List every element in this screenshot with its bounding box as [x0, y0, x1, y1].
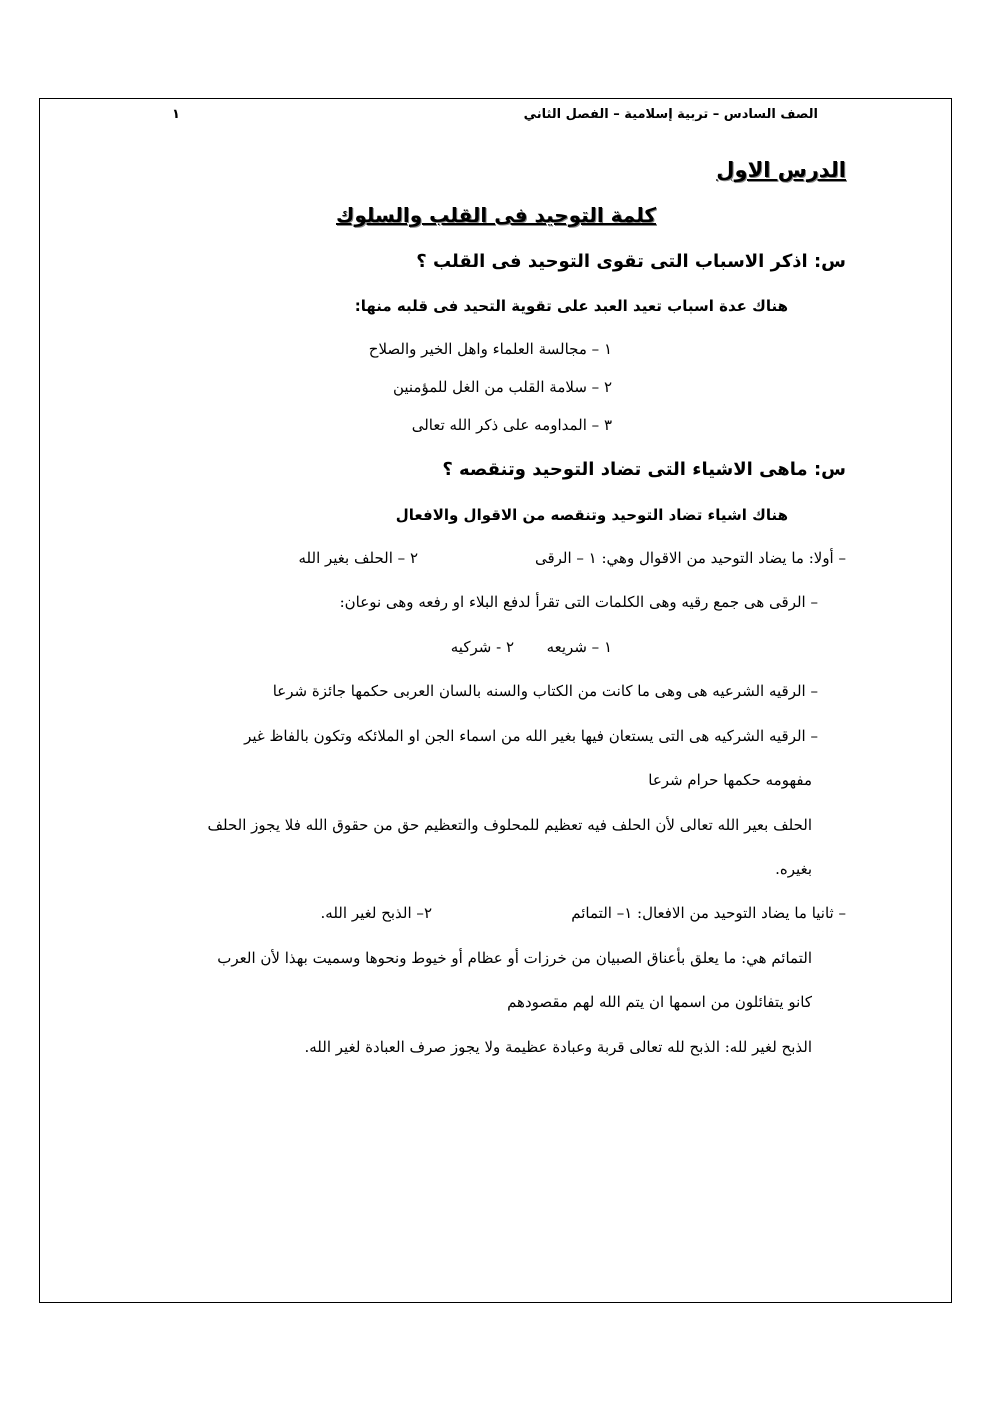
slaughter-line: الذبح لغير لله: الذبح لله تعالى قربة وعبادة عظيمة ولا يجوز صرف العبادة لغير الله.	[304, 1038, 812, 1056]
header-title: الصف السادس – تربية إسلامية – الفصل الثاني	[523, 107, 818, 122]
oath-line-1: الحلف بعير الله تعالى لأن الحلف فيه تعظيم للمحلوف والتعظيم حق من حقوق الله فلا يجوز الحلف	[207, 816, 812, 834]
page-number: ١	[172, 107, 180, 122]
first-type-oath: ٢ – الحلف بغير الله	[298, 549, 418, 567]
shirk-ruqa-line-2: مفهومه حكمها حرام شرعا	[648, 771, 812, 789]
ruqa-type-2: ٢ - شركيه	[450, 638, 514, 656]
answer-1-item-2: ٢ – سلامة القلب من الغل للمؤمنين	[392, 378, 612, 396]
sharia-ruqa: – الرقيه الشرعيه هى وهى ما كانت من الكتاب والسنه بالسان العربى حكمها جائزة شرعا	[272, 682, 818, 700]
answer-1-item-1: ١ – مجالسة العلماء واهل الخير والصلاح	[368, 340, 612, 358]
second-type-deeds: – ثانيا ما يضاد التوحيد من الافعال: ١– التمائم	[571, 904, 846, 922]
question-1: س: اذكر الاسباب التى تقوى التوحيد فى القلب ؟	[416, 251, 846, 272]
ruqa-type-1: ١ – شريعه	[546, 638, 612, 656]
main-title: كلمة التوحيد فى القلب والسلوك	[336, 203, 656, 227]
amulets-line-2: كانو يتفائلون من اسمها ان يتم الله لهم مقصودهم	[507, 993, 812, 1011]
answer-1-intro: هناك عدة اسباب تعيد العبد على تقوية التحيد فى قلبه منها:	[354, 297, 788, 315]
ruqa-definition: – الرقى هى جمع رقيه وهى الكلمات التى تقرأ لدفع البلاء او رفعه وهى نوعان:	[339, 593, 818, 611]
shirk-ruqa-line-1: – الرقيه الشركيه هى التى يستعان فيها بغير الله من اسماء الجن او الملائكه وتكون بالفاظ غير	[244, 727, 818, 745]
answer-2-intro: هناك اشياء تضاد التوحيد وتنقصه من الاقوال والافعال	[395, 506, 788, 524]
amulets-line-1: التمائم هي: ما يعلق بأعناق الصبيان من خرزات أو عظام أو خيوط ونحوها وسميت بهذا لأن العرب	[217, 949, 812, 967]
second-type-slaughter: ٢– الذبح لغير الله.	[320, 904, 432, 922]
page-border	[39, 98, 952, 1303]
question-2: س: ماهى الاشياء التى تضاد التوحيد وتنقصه ؟	[442, 459, 846, 480]
lesson-title: الدرس الاول	[716, 158, 846, 182]
first-type-words: – أولا: ما يضاد التوحيد من الاقوال وهي: ١ – الرقى	[534, 549, 846, 567]
oath-line-2: بغيره.	[775, 860, 812, 878]
answer-1-item-3: ٣ – المداومه على ذكر الله تعالى	[411, 416, 612, 434]
